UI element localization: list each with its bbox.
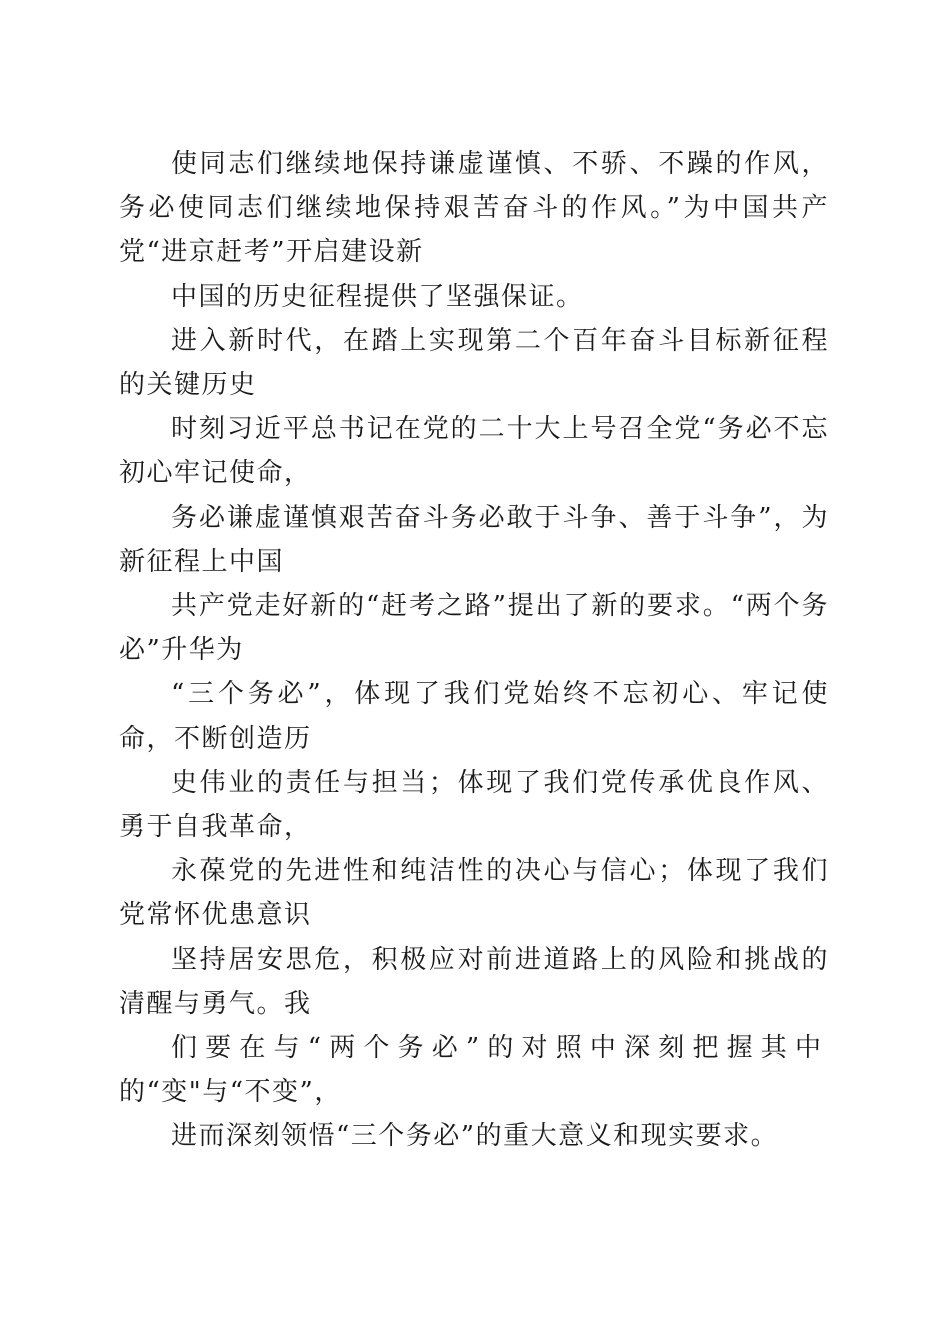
paragraph-1: 使同志们继续地保持谦虚谨慎、不骄、不躁的作风，务必使同志们继续地保持艰苦奋斗的作风。”为中国共产党“进京赶考”开启建设新	[119, 149, 829, 268]
paragraph-6: 共产党走好新的“赶考之路”提出了新的要求。“两个务必”升华为	[119, 591, 829, 666]
paragraph-5: 务必谦虚谨慎艰苦奋斗务必敢于斗争、善于斗争”，为新征程上中国	[119, 502, 829, 577]
paragraph-11-head: 们要在与“两个务必”的对照中深刻把握其中	[171, 1033, 829, 1064]
paragraph-3: 进入新时代，在踏上实现第二个百年奋斗目标新征程的关键历史	[119, 325, 829, 401]
paragraph-11-tail: 的“变"与“不变”，	[119, 1077, 342, 1108]
paragraph-7: “三个务必”，体现了我们党始终不忘初心、牢记使命，不断创造历	[119, 679, 829, 754]
paragraph-11	[119, 1026, 829, 1114]
paragraph-2: 中国的历史征程提供了坚强保证。	[171, 281, 584, 312]
paragraph-10: 坚持居安思危，积极应对前进道路上的风险和挑战的清醒与勇气。我	[119, 944, 829, 1019]
paragraph-9: 永葆党的先进性和纯洁性的决心与信心；体现了我们党常怀优患意识	[119, 856, 829, 931]
paragraph-8: 史伟业的责任与担当；体现了我们党传承优良作风、勇于自我革命，	[119, 767, 829, 843]
body-text	[119, 142, 829, 1159]
paragraph-4: 时刻习近平总书记在党的二十大上号召全党“务必不忘初心牢记使命，	[119, 414, 829, 489]
paragraph-12: 进而深刻领悟“三个务必”的重大意义和现实要求。	[171, 1121, 779, 1152]
